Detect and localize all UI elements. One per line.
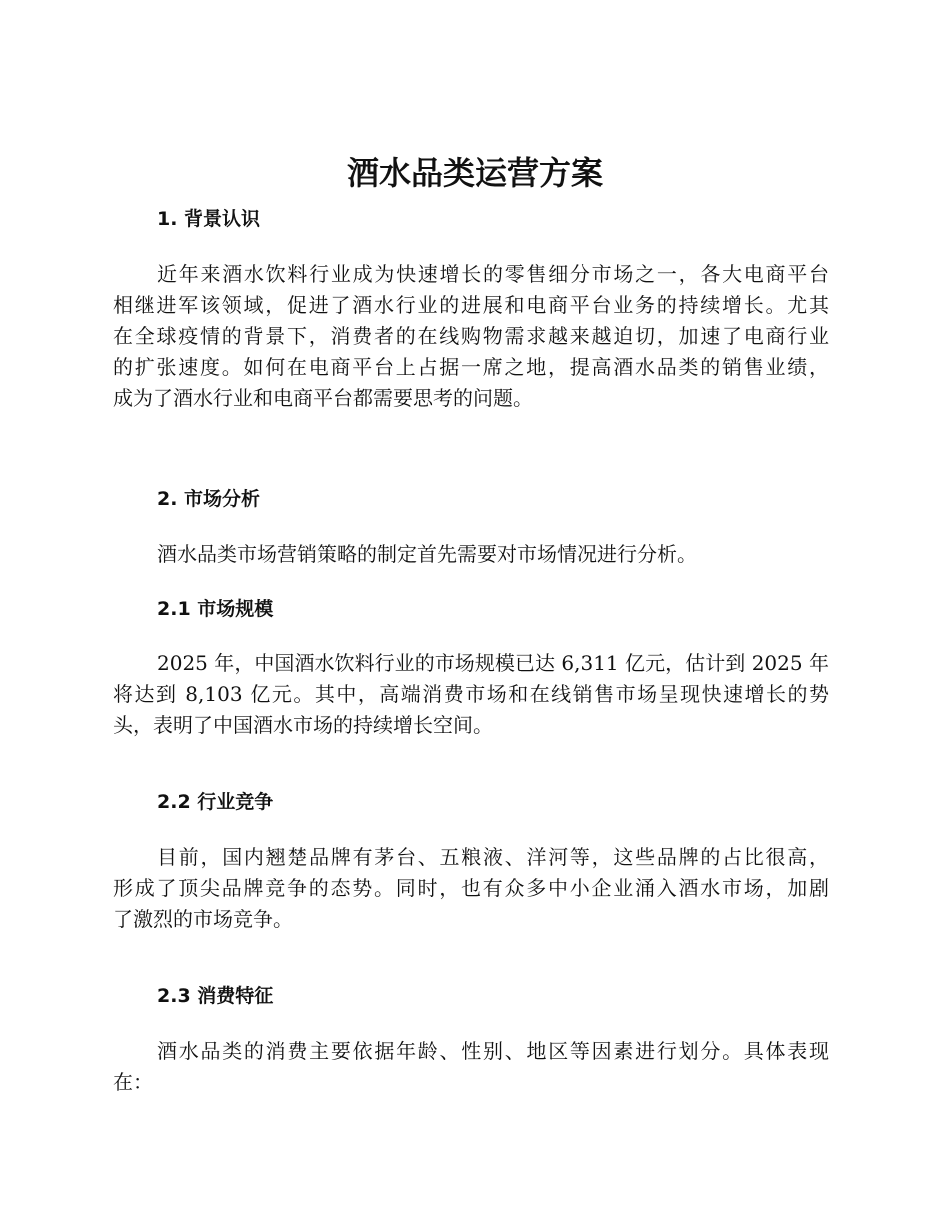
paragraph-line: 相继进军该领域，促进了酒水行业的进展和电商平台业务的持续增长。尤其 xyxy=(113,293,829,317)
section-heading-consumption: 2.3 消费特征 xyxy=(157,985,274,1007)
section-heading-competition: 2.2 行业竞争 xyxy=(157,791,274,813)
paragraph-line: 目前，国内翘楚品牌有茅台、五粮液、洋河等，这些品牌的占比很高， xyxy=(157,845,829,869)
paragraph-line: 酒水品类的消费主要依据年龄、性别、地区等因素进行划分。具体表现 xyxy=(157,1039,829,1063)
paragraph-line: 在全球疫情的背景下，消费者的在线购物需求越来越迫切，加速了电商行业 xyxy=(113,324,829,348)
section-heading-market-analysis: 2. 市场分析 xyxy=(157,488,261,510)
paragraph-line: 酒水品类市场营销策略的制定首先需要对市场情况进行分析。 xyxy=(157,542,697,566)
paragraph-line: 的扩张速度。如何在电商平台上占据一席之地，提高酒水品类的销售业绩， xyxy=(113,355,829,379)
section-paragraph-consumption xyxy=(113,1036,829,1098)
paragraph-line: 近年来酒水饮料行业成为快速增长的零售细分市场之一，各大电商平台 xyxy=(157,262,829,286)
paragraph-line: 形成了顶尖品牌竞争的态势。同时，也有众多中小企业涌入酒水市场，加剧 xyxy=(113,876,829,900)
paragraph-line: 了激烈的市场竞争。 xyxy=(113,907,293,931)
paragraph-line: 成为了酒水行业和电商平台都需要思考的问题。 xyxy=(113,386,533,410)
section-paragraph-background xyxy=(113,259,829,414)
section-heading-market-size: 2.1 市场规模 xyxy=(157,598,274,620)
paragraph-line: 2025 年，中国酒水饮料行业的市场规模已达 6,311 亿元，估计到 2025 年 xyxy=(157,651,829,675)
section-paragraph-market-analysis xyxy=(113,539,829,570)
section-heading-background: 1. 背景认识 xyxy=(157,208,261,230)
paragraph-line: 头，表明了中国酒水市场的持续增长空间。 xyxy=(113,713,493,737)
paragraph-line: 在： xyxy=(113,1070,153,1094)
paragraph-line: 将达到 8,103 亿元。其中，高端消费市场和在线销售市场呈现快速增长的势 xyxy=(113,682,829,706)
section-paragraph-market-size xyxy=(113,648,829,741)
document-title: 酒水品类运营方案 xyxy=(346,154,603,192)
section-paragraph-competition xyxy=(113,842,829,935)
